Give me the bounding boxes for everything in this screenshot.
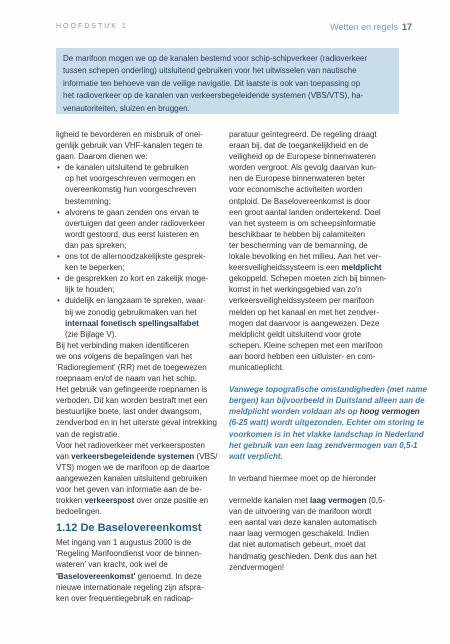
section-title: Wetten en regels <box>330 22 398 32</box>
bullet-item: • de kanalen uitsluitend te gebruiken <box>56 162 220 173</box>
text-line: ter bescherming van de bemanning, de <box>229 240 368 250</box>
text-line: overtuigen dat geen ander radioverkeer <box>65 218 206 228</box>
text-line: genlijk gebruik van VHF-kanalen tegen te <box>56 141 203 151</box>
text-line: 'Radioreglement' (RR) met de toegewezen <box>56 362 207 372</box>
left-column <box>56 129 220 604</box>
running-header <box>56 22 412 36</box>
bullet-item: • alvorens te gaan zenden ons ervan te <box>56 207 220 218</box>
emphasis-text: schip-schipverkeer <box>251 54 318 63</box>
text-line: van de uitvoering van de marifoon wordt <box>229 507 372 517</box>
text-line: naar laag vermogen geschakeld. Indien <box>229 529 370 539</box>
italic-note-line: watt verplicht. <box>229 451 283 461</box>
emphasis-text: meldplicht <box>341 263 382 273</box>
text-line: gekoppeld. Schepen moeten zich bij binnen- <box>229 274 387 284</box>
text-line: Met ingang van 1 augustus 2000 is de <box>56 538 192 548</box>
text-line: handmatig geschieden. Denk dus aan het <box>229 551 377 561</box>
text-line: aan boord hebben een uitluister- en com- <box>229 351 376 361</box>
text-line: komst in het werkingsgebied van zo'n <box>229 285 362 295</box>
emphasis-text: verkeerspost <box>84 496 135 506</box>
spacer <box>229 462 401 473</box>
text-line: op het voorgeschreven vermogen en <box>65 174 196 184</box>
text-line: overeenkomstig hun voorgeschreven <box>65 185 197 195</box>
text-line: 'Baselovereenkomst' genoemd. In deze <box>56 571 202 581</box>
emphasis-text: hoog vermogen <box>359 407 420 417</box>
text-line <box>229 484 401 495</box>
spacer <box>229 373 401 384</box>
text-line: bedoelingen. <box>56 507 102 517</box>
text-line: nieuwe internationale regeling zijn afspra- <box>56 582 204 592</box>
page-number: 17 <box>401 22 412 32</box>
text-line: (zie Bijlage V). <box>65 329 117 339</box>
text-line: voor economische activiteiten worden <box>229 185 363 195</box>
text-line: beschikbaar te hebben bij calamiteiten <box>229 229 366 239</box>
text-line: Het gebruik van gefingeerde roepnamen is <box>56 385 208 395</box>
summary-line: het radioverkeer op de kanalen van verkeersbegeleidende systemen (VBS/VTS), ha- <box>63 91 364 101</box>
text-line: worden vergroot. Als gevolg daarvan kun- <box>229 163 377 173</box>
italic-note-line: (6-25 watt) wordt uitgezonden. Echter om storing te <box>229 418 425 428</box>
text-line: schepen. Kleine schepen met een marifoon <box>229 340 383 350</box>
text-line: bestuurlijke boete, last onder dwangsom, <box>56 407 202 417</box>
text-line: verboden. Dit kan worden bestraft met een <box>56 396 208 406</box>
text-line: eraan bij, dat de toegankelijkheid en de <box>229 141 369 151</box>
text-line: VTS) mogen we de marifoon op de daartoe <box>56 462 210 472</box>
text-line: een aantal van deze kanalen automatisch <box>229 518 377 528</box>
text-line: In verband hiermee moet op de hieronder <box>229 473 377 483</box>
text-line: zendvermogen! <box>229 562 285 572</box>
text-line: voor het geven van informatie aan de be- <box>56 485 202 494</box>
text-line: internaal fonetisch spellingsalfabet <box>65 318 199 328</box>
text-line: melden op het kanaal en met het zendver- <box>229 307 379 317</box>
text-line: meldplicht geldt uitsluitend voor grote <box>229 329 362 339</box>
text-line: verkeersveiligheidssysteem per marifoon <box>229 296 374 306</box>
text-line: lokale bevolking en het milieu. Aan het ver- <box>229 252 382 262</box>
text-line: van de registratie. <box>56 429 120 439</box>
italic-note-line: bergen) kan bijvoorbeeld in Duitsland alleen aan de <box>229 396 425 406</box>
emphasis-text: verkeersbegeleidende systemen <box>190 91 306 101</box>
text-line: veiligheid op de Europese binnenwateren <box>229 152 376 162</box>
text-line: trokken verkeerspost over onze positie en <box>56 496 209 506</box>
italic-note-line: meldplicht worden voldaan als op hoog vermogen <box>229 407 420 417</box>
summary-line: venautoriteiten, sluizen en bruggen. <box>63 103 190 113</box>
bullet-item: • de gesprekken zo kort en zakelijk moge- <box>56 273 220 284</box>
emphasis-text: 'Baselovereenkomst' <box>56 571 136 581</box>
text-line: van verkeersbegeleidende systemen (VBS/ <box>56 451 218 461</box>
text-line: aangewezen kanalen uitsluitend gebruiken <box>56 473 208 483</box>
text-line: Bij het verbinding maken identificeren <box>56 340 189 350</box>
text-line: vermelde kanalen met laag vermogen (0,5- <box>229 496 386 506</box>
text-line: roepnaam en/of de naam van het schip. <box>56 374 197 384</box>
summary-line: De marifoon mogen we op de kanalen bestemd voor schip-schipverkeer (radioverkeer <box>63 54 368 63</box>
text-line: 'Regeling Marifoondienst voor de binnen- <box>56 549 202 559</box>
text-line: keersveiligheidssysteem is een meldplicht <box>229 263 382 273</box>
text-line: bij we zonodig gebruikmaken van het <box>65 307 197 317</box>
text-line: ken over frequentiegebruik en radioap- <box>56 593 194 603</box>
text-line: we ons volgens de bepalingen van het <box>56 351 193 361</box>
text-line: paratuur geïntegreerd. De regeling draagt <box>229 130 377 139</box>
section-heading: 1.12 De Baselovereenkomst <box>56 522 202 535</box>
italic-note-line: Vanwege topografische omstandigheden (met name <box>229 385 427 395</box>
text-line: van het systeem is om scheepsinformatie <box>229 218 376 228</box>
italic-note-line: het gebruik van een laag zendvermogen van 0,5-1 <box>229 440 418 450</box>
emphasis-text: laag vermogen <box>309 496 367 506</box>
text-line: wordt gestoord, dus eerst luisteren en <box>65 229 199 239</box>
text-line: dan pas spreken; <box>65 240 127 250</box>
bullet-item: • ons tot de allernoodzakelijkste gesprek- <box>56 251 220 262</box>
italic-note-line: voorkomen is in het vlakke landschap in Nederland <box>229 429 424 439</box>
text-line: bestemming; <box>65 196 111 206</box>
text-line: wateren' van kracht, ook wel de <box>56 560 168 570</box>
text-line: ken te beperken; <box>65 263 125 273</box>
emphasis-text: verkeersbegeleidende systemen <box>71 451 195 461</box>
chapter-label: HOOFDSTUK 1 <box>56 23 128 30</box>
text-line: een groot aantal landen ondertekend. Doel <box>229 207 381 217</box>
text-line: gaan. Daarom dienen we: <box>56 152 148 162</box>
text-line: ligheid te bevorderen en misbruik of onei- <box>56 130 203 139</box>
text-line: ontploid. De Baselovereenkomst is door <box>229 196 371 206</box>
text-line: dat niet automatisch gebeurt, moet dat <box>229 540 366 550</box>
bullet-item: • duidelijk en langzaam te spreken, waar- <box>56 295 220 306</box>
summary-line: informatie ten behoeve van de veilige navigatie. Dit laatste is ook van toepassing op <box>63 78 361 88</box>
text-line: municatieplicht. <box>229 362 285 372</box>
text-line: nen de Europese binnenwateren beter <box>229 174 366 184</box>
text-line: lijk te houden; <box>65 285 115 295</box>
text-line: Voor het radioverkeer met verkeersposten <box>56 440 205 450</box>
summary-line: tussen schepen onderling) uitsluitend gebruiken voor het uitwisselen van nautische <box>63 66 357 76</box>
text-line: mogen dat daarvoor is aangewezen. Deze <box>229 318 380 328</box>
summary-box <box>56 48 399 114</box>
text-line: zendverbod en in het uiterste geval intrekking <box>56 418 217 428</box>
right-column <box>229 129 427 573</box>
